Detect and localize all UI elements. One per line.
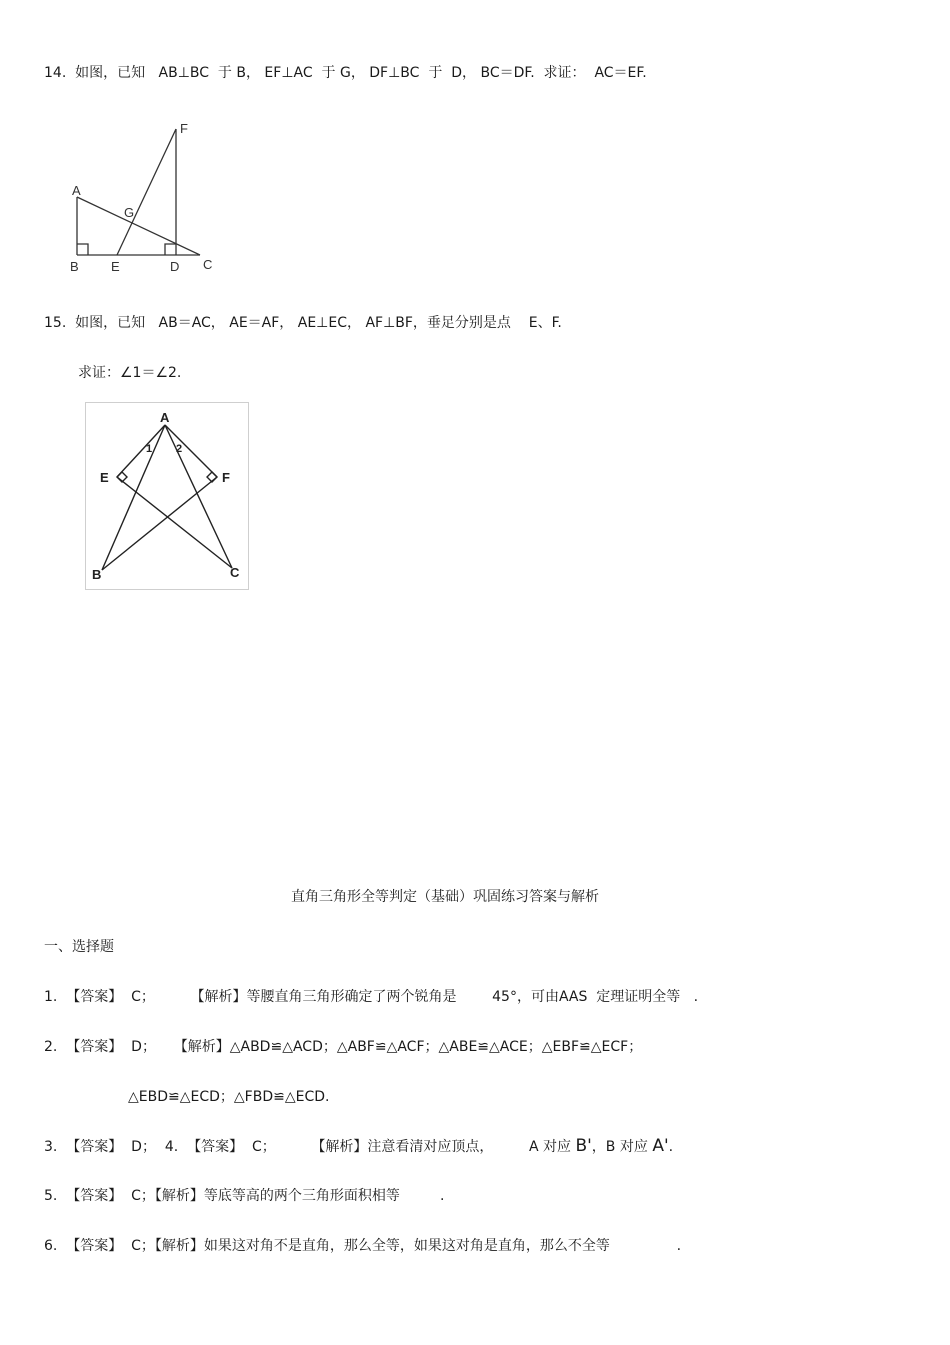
answers-title: 直角三角形全等判定（基础）巩固练习答案与解析 (291, 889, 599, 905)
q15-text: 15. 如图，已知 AB＝AC， AE＝AF， AE⊥EC， AF⊥BF，垂足分别是点 E、F. (44, 315, 562, 331)
segment-ac (77, 197, 200, 255)
answer-3-prefix: 3. 【答案】 D； 4. 【答案】 C； 【解析】注意看清对应顶点， A 对应 (44, 1139, 576, 1155)
answer-3-end: . (668, 1139, 674, 1155)
answer-1: 1. 【答案】 C； 【解析】等腰直角三角形确定了两个锐角是 45°，可由AAS 定理证明全等 . (44, 989, 699, 1005)
answer-3-middle: ，B 对应 (591, 1139, 653, 1155)
answer-3-4 (44, 1137, 673, 1156)
segment-ec (117, 477, 232, 568)
label-a: A (72, 183, 81, 198)
answer-2-continued: △EBD≌△ECD；△FBD≌△ECD. (128, 1089, 330, 1105)
answer-3-b-prime: B' (575, 1136, 592, 1156)
answer-3-a-prime: A' (652, 1136, 669, 1156)
q15-prove: 求证：∠1＝∠2. (78, 365, 182, 381)
q15-figure (85, 402, 250, 590)
answer-5: 5. 【答案】 C；【解析】等底等高的两个三角形面积相等 . (44, 1188, 445, 1204)
q14-figure (60, 115, 230, 280)
right-angle-d (165, 244, 176, 255)
label-b: B (70, 259, 79, 274)
label-f: F (180, 121, 188, 136)
segment-ef (117, 129, 176, 255)
label-angle-1: 1 (146, 443, 153, 455)
label-a: A (160, 410, 170, 425)
answer-6: 6. 【答案】 C；【解析】如果这对角不是直角，那么全等，如果这对角是直角，那么不全等 . (44, 1238, 682, 1254)
label-angle-2: 2 (176, 443, 183, 455)
label-f: F (222, 470, 230, 485)
label-e: E (111, 259, 120, 274)
q14-text: 14. 如图，已知 AB⊥BC 于 B， EF⊥AC 于 G， DF⊥BC 于 D， BC＝DF. 求证： AC＝EF. (44, 65, 647, 81)
label-e: E (100, 470, 109, 485)
right-angle-b (77, 244, 88, 255)
label-g: G (124, 205, 135, 220)
segment-af (165, 425, 217, 477)
label-c: C (203, 257, 213, 272)
section-heading: 一、选择题 (44, 939, 114, 955)
answer-2: 2. 【答案】 D； 【解析】△ABD≌△ACD；△ABF≌△ACF；△ABE≌△ACE；△EBF≌△ECF； (44, 1039, 643, 1055)
label-c: C (230, 565, 240, 580)
segment-ab (102, 425, 165, 570)
label-d: D (170, 259, 180, 274)
label-b: B (92, 567, 102, 582)
segment-fb (102, 477, 217, 570)
segment-ae (117, 425, 165, 477)
